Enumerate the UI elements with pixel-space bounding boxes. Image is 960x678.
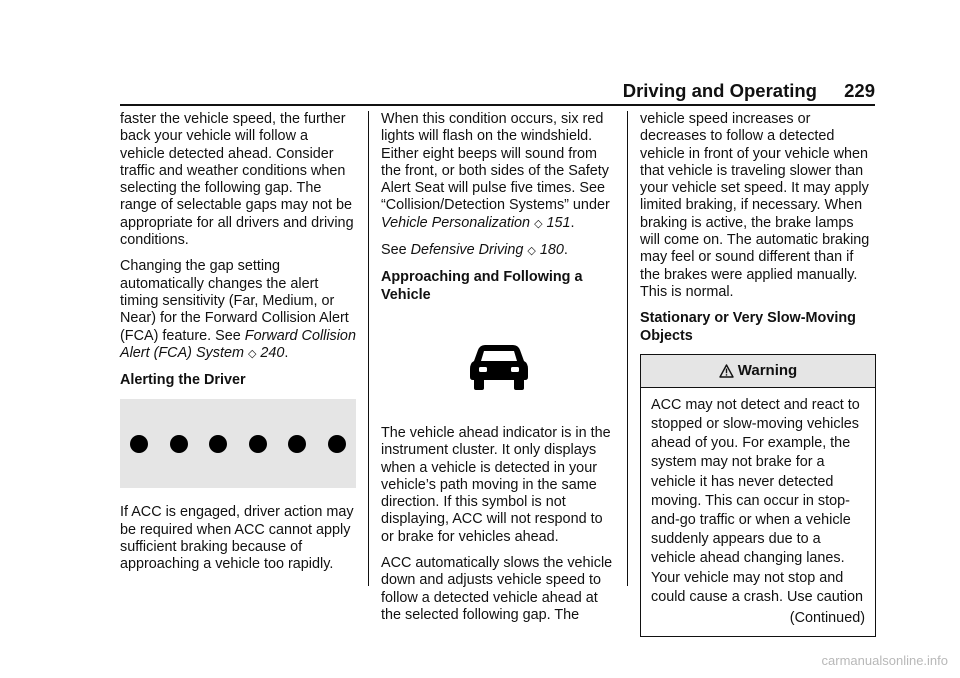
page-ref-icon: ◇ (534, 217, 543, 230)
cross-reference-link[interactable]: Defensive Driving (410, 242, 524, 259)
column-2 (381, 111, 617, 633)
alert-lights-illustration (120, 399, 356, 488)
page-ref-number[interactable]: 180 (539, 242, 564, 259)
warning-text: ACC may not detect and react to stopped or slow-moving vehicles ahead of you. For example, the system may not brake for a vehicle it has never detected moving. This can occur in stop-and-go traffic or when a vehicle suddenly appears due to a vehicle ahead changing lanes. Your vehicle may not stop and could cause a crash. Use caution (651, 396, 863, 605)
cross-reference-link[interactable]: Vehicle Personalization (381, 214, 531, 231)
watermark: carmanualsonline.info (821, 653, 948, 668)
paragraph: faster the vehicle speed, the further back your vehicle will follow a vehicle detected ahead. Consider traffic and weather conditions when selecting the following gap. The range of selectable gaps may not be appropriate for all drivers and driving conditions. (120, 111, 354, 249)
paragraph: The vehicle ahead indicator is in the instrument cluster. It only displays when a vehicle is detected in your vehicle’s path moving in the same direction. If this symbol is not displaying, ACC will not respond to or brake for vehicles ahead. (381, 424, 611, 545)
warning-box (640, 354, 876, 637)
warning-title: Warning (737, 362, 798, 380)
page-header (120, 80, 875, 106)
page-number: 229 (844, 80, 875, 101)
column-3 (640, 111, 876, 637)
alert-light-dot-icon (288, 435, 306, 453)
page-ref-icon: ◇ (247, 347, 257, 360)
vehicle-ahead-icon (470, 341, 528, 391)
section-title: Driving and Operating (622, 80, 817, 101)
text: When this condition occurs, six red lights will flash on the windshield. Either eight beeps will sound from the front, or both sides of the Safety Alert Seat will pulse five times. See “Collision/Detection Systems” under (381, 111, 610, 214)
alert-light-dot-icon (170, 435, 188, 453)
text: See (381, 242, 411, 259)
paragraph (381, 242, 617, 260)
paragraph (381, 111, 617, 233)
warning-triangle-icon (719, 364, 734, 378)
paragraph: If ACC is engaged, driver action may be required when ACC cannot apply sufficient braking because of approaching a vehicle too rapidly. (120, 504, 354, 573)
continued-label: (Continued) (789, 610, 865, 627)
text: Changing the gap setting automatically changes the alert timing sensitivity (Far, Medium, or Near) for the Forward Collision Alert (FCA) feature. See (120, 258, 349, 344)
text: . (563, 242, 568, 259)
warning-header (641, 355, 875, 388)
page-ref-number[interactable]: 151 (546, 214, 571, 231)
vehicle-ahead-illustration (381, 313, 617, 419)
text: . (570, 214, 575, 231)
alert-light-dot-icon (249, 435, 267, 453)
column-divider-2 (627, 111, 628, 586)
text: . (284, 344, 289, 361)
page-ref-icon: ◇ (527, 245, 536, 258)
alert-light-dot-icon (209, 435, 227, 453)
warning-body (641, 388, 875, 636)
paragraph: vehicle speed increases or decreases to follow a detected vehicle in front of your vehicle when that vehicle is traveling slower than your vehicle set speed. It may apply limited braking, if necessary. When braking is active, the brake lamps will come on. The automatic braking may feel or sound different than if the brakes were applied manually. This is normal. (640, 111, 870, 300)
header-rule (120, 104, 875, 106)
cross-reference-link[interactable]: Forward Collision Alert (FCA) System (120, 327, 356, 361)
subheading: Stationary or Very Slow-Moving Objects (640, 310, 856, 344)
alert-light-dot-icon (130, 435, 148, 453)
page-ref-number[interactable]: 240 (260, 344, 285, 361)
alert-light-dot-icon (328, 435, 346, 453)
column-1 (120, 111, 356, 583)
subheading: Approaching and Following a Vehicle (381, 269, 583, 303)
subheading: Alerting the Driver (120, 372, 246, 389)
column-divider-1 (368, 111, 369, 586)
paragraph: ACC automatically slows the vehicle down and adjusts vehicle speed to follow a detected vehicle ahead at the selected following gap. The (381, 555, 613, 623)
paragraph (120, 258, 356, 363)
